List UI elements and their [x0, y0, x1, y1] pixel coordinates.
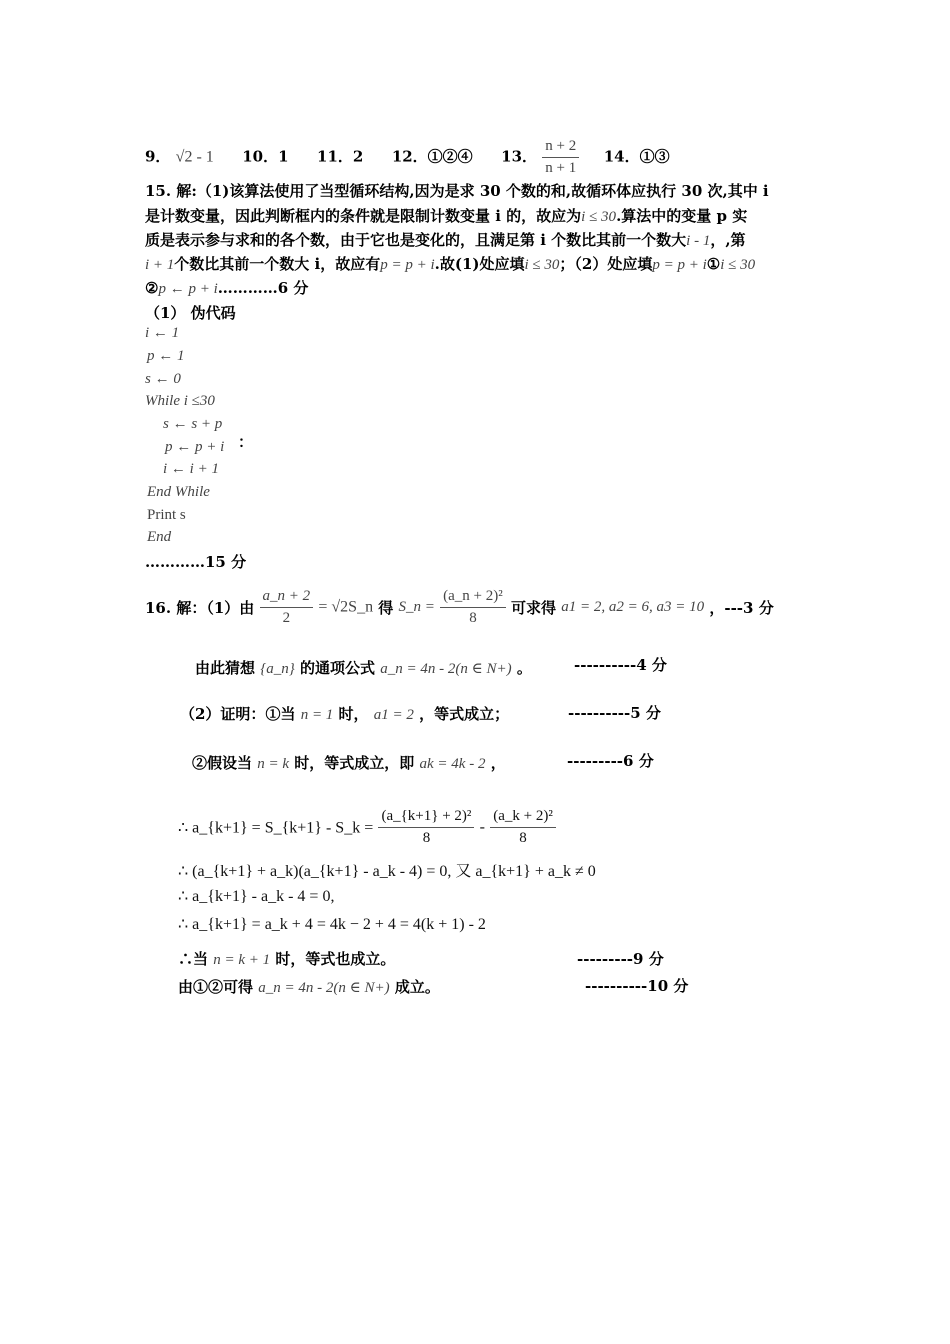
answer-row — [145, 138, 670, 177]
q16-text-4a: ②假设当 — [192, 754, 253, 772]
q16-n-equals-k: n = k — [257, 756, 290, 772]
q16-line-3 — [180, 703, 509, 724]
q15-line-2 — [145, 205, 747, 226]
derivation-lhs: ∴ a_{k+1} = S_{k+1} - S_k = — [178, 819, 374, 837]
code-line-8: End While — [147, 484, 210, 500]
q16-text-3a: （2）证明：①当 — [180, 705, 296, 723]
derivation-line-1 — [178, 808, 556, 847]
q15-line-5 — [145, 277, 308, 298]
q9-label: 9． — [145, 147, 171, 166]
q16-text-2b: 的通项公式 — [299, 659, 375, 677]
q16-sequence: {a_n} — [260, 661, 295, 677]
q16-text-6b: 成立。 — [394, 978, 440, 996]
derivation-result: ∴ a_{k+1} = a_k + 4 = 4k − 2 + 4 = 4(k + 1) - 2 — [178, 916, 486, 933]
q16-fraction-1 — [260, 588, 314, 627]
q16-text-3c: ，等式成立； — [419, 705, 510, 723]
q16-fraction-1-den: 2 — [282, 610, 291, 626]
q15-text-4a: 个数比其前一个数大 i，故应有 — [174, 255, 381, 273]
q15-text-4b: .故(1)处应填 — [434, 255, 525, 273]
q16-sn: S_n = — [398, 599, 435, 615]
q15-text-1: 15. 解:（1)该算法使用了当型循环结构,因为是求 30 个数的和,故循环体应执行 30 次,其中 i — [145, 182, 769, 200]
q16-line-1 — [145, 588, 774, 627]
q16-text-1a: 16. 解：（1）由 — [145, 599, 255, 617]
q15-expr-i-plus-1: i + 1 — [145, 257, 175, 273]
q15-text-3b: ，,第 — [710, 231, 746, 249]
q15-text-2a: 是计数变量，因此判断框内的条件就是限制计数变量 i 的，故应为 — [145, 207, 582, 225]
q15-expr-assign-p: p ← p + i — [158, 281, 218, 297]
derivation-fraction-1-num: (a_{k+1} + 2)² — [378, 808, 474, 828]
q16-general-formula: a_n = 4n - 2(n ∈ N+) — [380, 661, 512, 677]
q15-text-3a: 质是表示参与求和的各个数，由于它也是变化的，且满足第 i 个数比其前一个数大 — [145, 231, 687, 249]
pseudocode-heading — [145, 302, 236, 323]
derivation-factor: ∴ (a_{k+1} + a_k)(a_{k+1} - a_k - 4) = 0, 又 a_{k+1} + a_k ≠ 0 — [178, 863, 596, 880]
q15-expr-i-minus-1: i - 1 — [686, 233, 711, 249]
derivation-fraction-1 — [378, 808, 474, 847]
q13-fraction — [542, 138, 579, 177]
derivation-line-3 — [178, 886, 334, 906]
q16-n-equals-1: n = 1 — [300, 707, 334, 723]
q16-text-6a: 由①②可得 — [178, 978, 254, 996]
derivation-fraction-2-den: 8 — [519, 830, 527, 846]
q16-text-2c: 。 — [516, 659, 532, 677]
derivation-fraction-1-den: 8 — [422, 830, 431, 846]
code-line-3: s ← 0 — [145, 371, 181, 387]
code-line-1: i ← 1 — [145, 325, 180, 341]
q15-score-15: …………15 分 — [145, 553, 247, 571]
q9-value: √2 - 1 — [175, 148, 214, 166]
q16-ak: ak = 4k - 2 — [419, 756, 486, 772]
q16-text-5b: 时，等式也成立。 — [275, 950, 396, 968]
q15-expr-p-2: p = p + i — [652, 257, 707, 273]
code-line-5: s ← s + p — [163, 416, 223, 432]
code-line-9: Print s — [147, 507, 186, 523]
q16-text-de: 得 — [378, 599, 394, 617]
q12-answer: 12．①②④ — [391, 147, 473, 166]
q16-text-4b: 时，等式成立，即 — [294, 754, 415, 772]
derivation-difference: ∴ a_{k+1} - a_k - 4 = 0, — [178, 888, 335, 905]
derivation-fraction-2-num: (a_k + 2)² — [490, 808, 556, 828]
code-line-10: End — [147, 529, 172, 545]
code-line-6: p ← p + i — [165, 439, 225, 455]
code-line-2: p ← 1 — [147, 348, 185, 364]
q15-line-3 — [145, 229, 746, 250]
q16-text-5a: ∴当 — [178, 950, 209, 968]
q16-fraction-2 — [440, 588, 506, 627]
q16-text-1b: 可求得 — [511, 599, 557, 617]
q16-score-5: ----------5 分 — [568, 704, 661, 722]
derivation-line-4 — [178, 914, 486, 934]
q14-answer: 14．①③ — [603, 147, 670, 166]
q16-a1: a1 = 2 — [373, 707, 414, 723]
q15-circle-1: ① — [706, 255, 721, 273]
q16-final-formula: a_n = 4n - 2(n ∈ N+) — [258, 980, 390, 996]
q16-score-9: ---------9 分 — [577, 950, 664, 968]
q16-first-terms: a1 = 2, a2 = 6, a3 = 10 — [561, 599, 705, 615]
q16-line-6 — [178, 976, 440, 997]
q16-score-3: ，---3 分 — [709, 599, 774, 617]
q16-text-4c: ， — [490, 754, 506, 772]
q16-text-2a: 由此猜想 — [195, 659, 256, 677]
q15-expr-p: p = p + i — [380, 257, 435, 273]
q13-label: 13． — [501, 147, 538, 166]
derivation-minus: - — [479, 818, 485, 836]
q15-line-4 — [145, 253, 755, 274]
q11-answer: 11．2 — [317, 147, 364, 166]
q15-condition-2: i ≤ 30 — [524, 257, 560, 273]
q15-score-6: …………6 分 — [217, 279, 309, 297]
q16-score-6: ---------6 分 — [567, 752, 654, 770]
q16-fraction-2-num: (a_n + 2)² — [440, 588, 506, 608]
q15-condition: i ≤ 30 — [581, 209, 617, 225]
derivation-fraction-2 — [490, 808, 556, 847]
q15-condition-3: i ≤ 30 — [720, 257, 756, 273]
q13-denominator: n + 1 — [545, 160, 577, 176]
code-colon: ： — [238, 433, 254, 451]
q15-circle-2: ② — [145, 279, 159, 297]
q15-text-4c: ；（2）处应填 — [559, 255, 653, 273]
q15-text-2b: .算法中的变量 p 实 — [616, 207, 748, 225]
q15-line-1 — [145, 180, 769, 201]
q16-score-4: ----------4 分 — [574, 656, 667, 674]
q16-fraction-2-den: 8 — [469, 610, 477, 626]
q10-answer: 10．1 — [242, 147, 289, 166]
q16-line-2 — [195, 657, 532, 678]
q16-score-10: ----------10 分 — [585, 977, 689, 995]
q16-line-5 — [178, 948, 395, 969]
q13-numerator: n + 2 — [542, 138, 579, 158]
pseudocode-title: （1） 伪代码 — [145, 304, 236, 322]
q16-line-4 — [192, 752, 506, 773]
code-line-7: i ← i + 1 — [163, 461, 219, 477]
q16-n-equals-k-plus-1: n = k + 1 — [213, 952, 271, 968]
derivation-line-2 — [178, 858, 596, 881]
q16-sqrt: = √2S_n — [318, 598, 374, 616]
q16-text-3b: 时， — [338, 705, 369, 723]
code-line-4: While i ≤30 — [145, 393, 215, 409]
q16-fraction-1-num: a_n + 2 — [260, 588, 314, 608]
